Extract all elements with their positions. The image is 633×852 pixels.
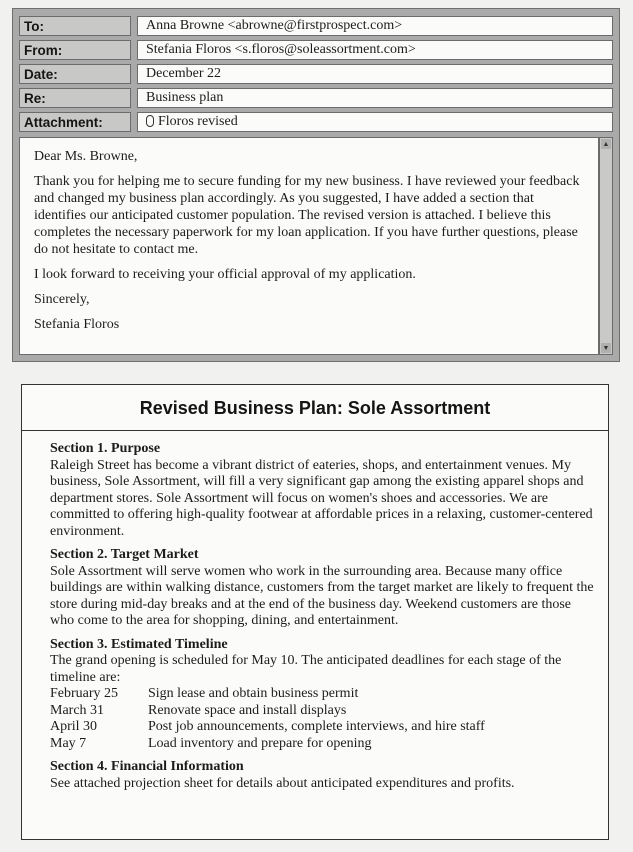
email-body[interactable] <box>19 137 599 355</box>
timeline-date: March 31 <box>50 702 105 718</box>
to-field[interactable]: Anna Browne <abrowne@firstprospect.com> <box>137 16 613 36</box>
email-paragraph: Thank you for helping me to secure funding for my new business. I have reviewed your feedback and changed my business plan accordingly. As you suggested, I have added a section that identifies our anticipated customer population. The revised version is attached. I believe this completes the necessary paperwork for my loan application. If you have further questions, please do not hesitate to contact me. <box>34 174 580 257</box>
date-field[interactable]: December 22 <box>137 64 613 84</box>
plan-body <box>22 431 608 792</box>
timeline-row <box>50 736 596 753</box>
email-greeting: Dear Ms. Browne, <box>34 149 138 164</box>
email-signature: Stefania Floros <box>34 317 120 332</box>
timeline-date: May 7 <box>50 735 87 751</box>
email-paragraph: I look forward to receiving your official approval of my application. <box>34 267 416 282</box>
paperclip-icon <box>146 115 154 127</box>
timeline-task: Sign lease and obtain business permit <box>148 686 359 701</box>
timeline-task: Load inventory and prepare for opening <box>148 735 372 751</box>
email-closing: Sincerely, <box>34 292 90 307</box>
email-scrollbar[interactable] <box>599 137 613 355</box>
timeline-date: April 30 <box>50 719 98 734</box>
subject-label: Re: <box>19 88 131 108</box>
section-heading: Section 1. Purpose <box>50 441 161 456</box>
to-label: To: <box>19 16 131 36</box>
from-label: From: <box>19 40 131 60</box>
subject-field[interactable]: Business plan <box>137 88 613 108</box>
scroll-down-icon[interactable]: ▼ <box>602 344 610 352</box>
attachment-label: Attachment: <box>19 112 131 132</box>
timeline-date: February 25 <box>50 686 119 701</box>
scroll-up-icon[interactable]: ▲ <box>602 140 610 148</box>
section-heading: Section 2. Target Market <box>50 547 199 562</box>
timeline-row <box>50 686 596 703</box>
attachment-field[interactable] <box>137 112 613 132</box>
attachment-filename[interactable]: Floros revised <box>158 114 238 129</box>
timeline-row <box>50 703 596 720</box>
date-label: Date: <box>19 64 131 84</box>
plan-title: Revised Business Plan: Sole Assortment <box>22 385 608 431</box>
timeline-row <box>50 719 596 736</box>
section-text: Raleigh Street has become a vibrant district of eateries, shops, and entertainment venues. My business, Sole Assortment, will fill a very significant gap among the existing apparel shops and department stores. Sole Assortment will focus on women's shoes and accessories. We are committed to offering high-quality footwear at affordable prices in a relaxing, customer-centered environment. <box>50 457 593 539</box>
section-text: See attached projection sheet for details about anticipated expenditures and profits. <box>50 775 515 791</box>
section-heading: Section 4. Financial Information <box>50 759 244 774</box>
email-window <box>12 8 620 362</box>
section-heading: Section 3. Estimated Timeline <box>50 636 228 652</box>
from-field[interactable]: Stefania Floros <s.floros@soleassortment.com> <box>137 40 613 60</box>
timeline-task: Post job announcements, complete interviews, and hire staff <box>148 719 485 734</box>
timeline-task: Renovate space and install displays <box>148 702 347 718</box>
section-text: Sole Assortment will serve women who work in the surrounding area. Because many office buildings are within walking distance, customers from the target market are likely to frequent the store during mid-day breaks and at the end of the business day. Weekend customers are those who come to the area for shopping, dining, and entertainment. <box>50 563 594 628</box>
business-plan <box>21 384 609 840</box>
section-text: The grand opening is scheduled for May 10. The anticipated deadlines for each stage of the timeline are: <box>50 653 562 685</box>
